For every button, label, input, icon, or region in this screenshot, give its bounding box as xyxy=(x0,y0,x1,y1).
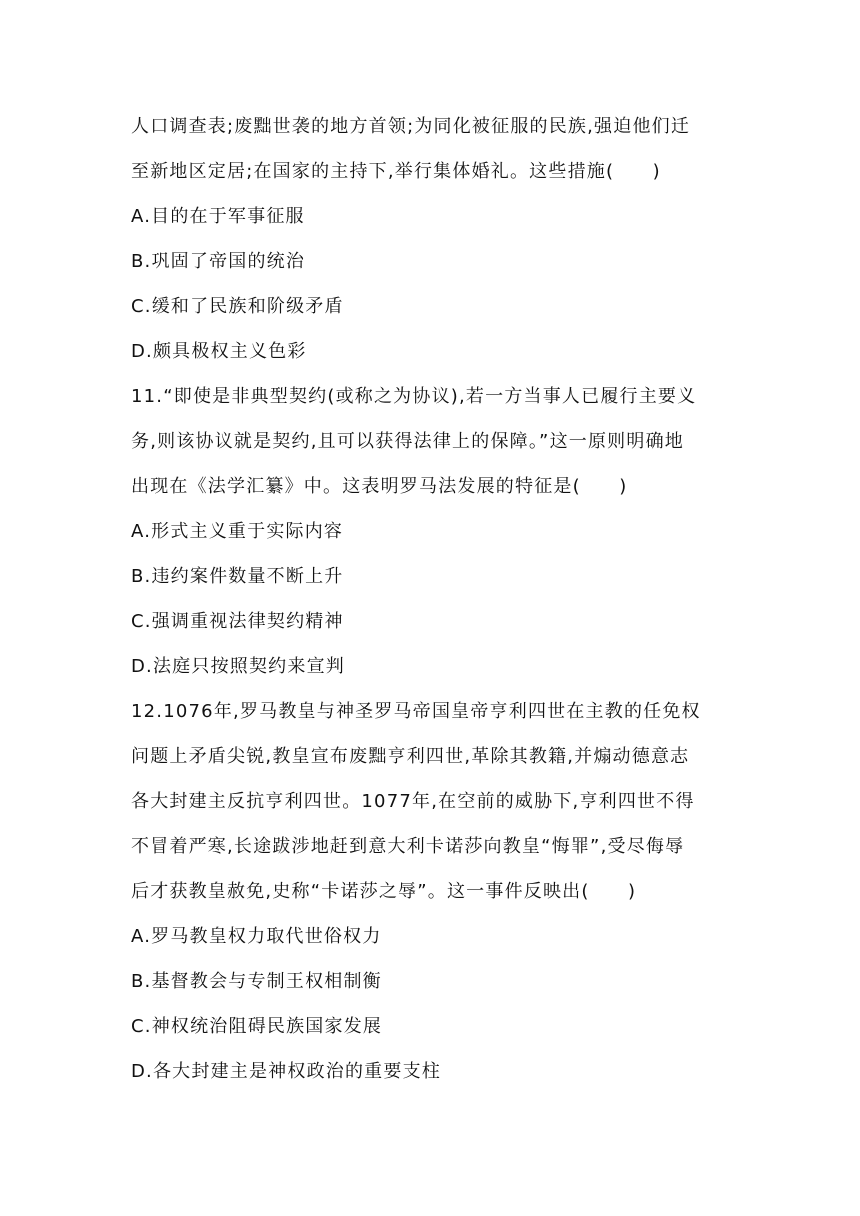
option-b: B.违约案件数量不断上升 xyxy=(131,566,344,587)
question-11-options xyxy=(131,509,735,689)
option-c: C.缓和了民族和阶级矛盾 xyxy=(131,296,344,317)
option-d: D.颇具极权主义色彩 xyxy=(131,341,307,362)
question-10-options xyxy=(131,194,735,374)
text-line: 不冒着严寒,长途跋涉地赶到意大利卡诺莎向教皇“悔罪”,受尽侮辱 xyxy=(131,836,685,857)
option-c: C.神权统治阻碍民族国家发展 xyxy=(131,1016,383,1037)
text-line: 问题上矛盾尖锐,教皇宣布废黜亨利四世,革除其教籍,并煽动德意志 xyxy=(131,746,690,767)
question-10-stem xyxy=(131,104,735,194)
option-b: B.基督教会与专制王权相制衡 xyxy=(131,971,382,992)
option-b: B.巩固了帝国的统治 xyxy=(131,251,306,272)
text-line: 各大封建主反抗亨利四世。1077年,在空前的威胁下,亨利四世不得 xyxy=(131,791,695,812)
question-12-stem xyxy=(131,689,735,914)
text-line: 12.1076年,罗马教皇与神圣罗马帝国皇帝亨利四世在主教的任免权 xyxy=(131,701,701,722)
question-11-stem xyxy=(131,374,735,509)
option-a: A.罗马教皇权力取代世俗权力 xyxy=(131,926,382,947)
option-d: D.各大封建主是神权政治的重要支柱 xyxy=(131,1061,441,1082)
option-d: D.法庭只按照契约来宣判 xyxy=(131,656,345,677)
option-c: C.强调重视法律契约精神 xyxy=(131,611,344,632)
text-line: 务,则该协议就是契约,且可以获得法律上的保障。”这一原则明确地 xyxy=(131,431,684,452)
option-a: A.形式主义重于实际内容 xyxy=(131,521,344,542)
text-line: 人口调查表;废黜世袭的地方首领;为同化被征服的民族,强迫他们迁 xyxy=(131,116,691,137)
text-line: 11.“即使是非典型契约(或称之为协议),若一方当事人已履行主要义 xyxy=(131,386,697,407)
text-line: 至新地区定居;在国家的主持下,举行集体婚礼。这些措施( ) xyxy=(131,161,661,182)
question-12-options xyxy=(131,914,735,1094)
text-line: 后才获教皇赦免,史称“卡诺莎之辱”。这一事件反映出( ) xyxy=(131,881,637,902)
option-a: A.目的在于军事征服 xyxy=(131,206,305,227)
text-line: 出现在《法学汇纂》中。这表明罗马法发展的特征是( ) xyxy=(131,476,628,497)
document-content xyxy=(131,104,735,1094)
